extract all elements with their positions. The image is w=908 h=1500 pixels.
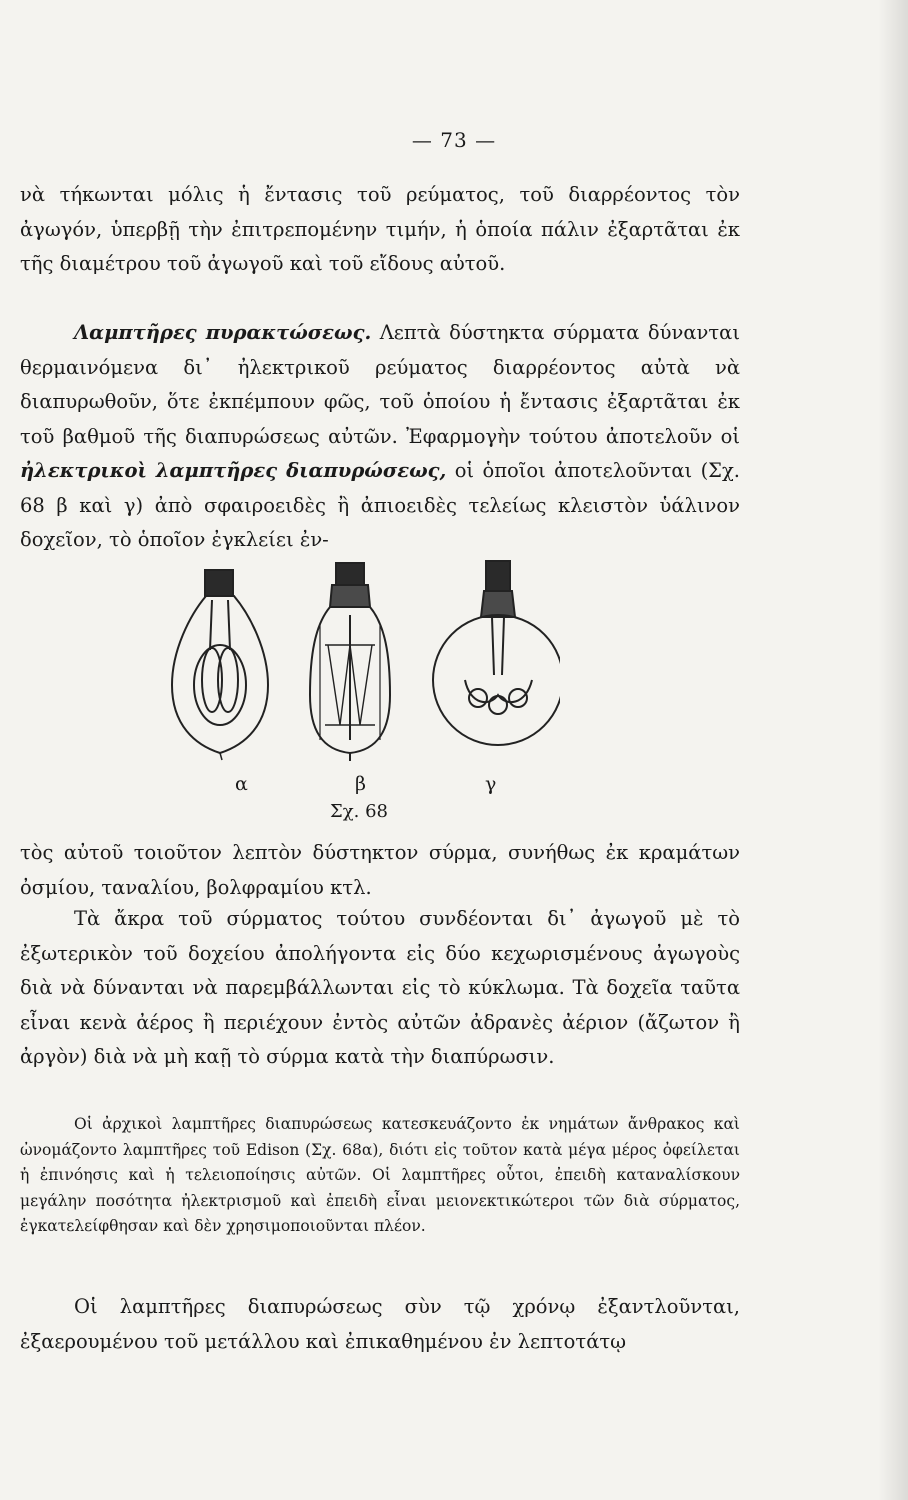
paragraph-2-text-b: οἱ ὁποῖοι ἀποτελοῦνται (Σχ. 68 β καὶ γ) ἀπὸ σφαιροειδὲς ἢ ἀπιοειδὲς τελείως κλειστὸν ὑάλινον δοχεῖον, τὸ ὁποῖον ἐγκλείει ἐν-	[20, 459, 740, 551]
page-edge-shadow	[878, 0, 908, 1500]
figure-label-alpha: α	[235, 773, 248, 795]
paragraph-5-small: Οἱ ἀρχικοὶ λαμπτῆρες διαπυρώσεως κατεσκευάζοντο ἐκ νημάτων ἄνθρακος καὶ ὠνομάζοντο λαμπτῆρες τοῦ Edison (Σχ. 68α), διότι εἰς τοῦτον κατὰ μέγα μέρος ὀφείλεται ἡ ἐπινόησις καὶ ἡ τελειοποίησις αὐτῶν. Οἱ λαμπτῆρες οὗτοι, ἐπειδὴ καταναλίσκουν μεγάλην ποσότητα ἠλεκτρισμοῦ καὶ ἐπειδὴ εἶναι μειονεκτικώτεροι τῶν διὰ σύρματος, ἐγκατελείφθησαν καὶ δὲν χρησιμοποιοῦνται πλέον.	[20, 1115, 740, 1235]
figure-label-beta: β	[355, 773, 366, 795]
figure-light-bulbs	[160, 555, 560, 830]
paragraph-1: νὰ τήκωνται μόλις ἡ ἔντασις τοῦ ρεύματος, τοῦ διαρρέοντος τὸν ἀγωγόν, ὑπερβῇ τὴν ἐπιτρεπομένην τιμήν, ἡ ὁποία πάλιν ἐξαρτᾶται ἐκ τῆς διαμέτρου τοῦ ἀγωγοῦ καὶ τοῦ εἴδους αὐτοῦ.	[20, 183, 740, 275]
paragraph-2	[20, 316, 740, 558]
bulb-gamma	[433, 561, 560, 745]
paragraph-6: Οἱ λαμπτῆρες διαπυρώσεως σὺν τῷ χρόνῳ ἐξαντλοῦνται, ἐξαερουμένου τοῦ μετάλλου καὶ ἐπικαθημένου ἐν λεπτοτάτῳ	[20, 1295, 740, 1353]
bulb-alpha	[172, 570, 268, 760]
section-heading-incandescent-lamps: Λαμπτῆρες πυρακτώσεως.	[74, 321, 372, 344]
bulb-beta	[310, 563, 390, 761]
figure-caption: Σχ. 68	[330, 801, 388, 822]
page-number: — 73 —	[411, 128, 497, 152]
paragraph-2-text-a: Λεπτὰ δύστηκτα σύρματα δύνανται θερμαινόμενα δι᾿ ἠλεκτρικοῦ ρεύματος διαρρέοντος αὐτὰ νὰ διαπυρωθοῦν, ὅτε ἐκπέμπουν φῶς, τοῦ ὁποίου ἡ ἔντασις ἐξαρτᾶται ἐκ τοῦ βαθμοῦ τῆς διαπυρώσεως αὐτῶν. Ἐφαρμογὴν τούτου ἀποτελοῦν οἱ	[20, 321, 740, 448]
paragraph-4: Τὰ ἄκρα τοῦ σύρματος τούτου συνδέονται δι᾿ ἀγωγοῦ μὲ τὸ ἐξωτερικὸν τοῦ δοχείου ἀπολήγοντα εἰς δύο κεχωρισμένους ἀγωγοὺς διὰ νὰ δύνανται νὰ παρεμβάλλωνται εἰς τὸ κύκλωμα. Τὰ δοχεῖα ταῦτα εἶναι κενὰ ἀέρος ἢ περιέχουν ἐντὸς αὐτῶν ἀδρανὲς ἀέριον (ἄζωτον ἢ ἀργὸν) διὰ νὰ μὴ καῇ τὸ σύρμα κατὰ τὴν διαπύρωσιν.	[20, 907, 740, 1068]
figure-label-gamma: γ	[485, 773, 497, 795]
paragraph-3: τὸς αὐτοῦ τοιοῦτον λεπτὸν δύστηκτον σύρμα, συνήθως ἐκ κραμάτων ὀσμίου, ταναλίου, βολφραμίου κτλ.	[20, 841, 740, 899]
paragraph-2-emphasis: ἠλεκτρικοὶ λαμπτῆρες διαπυρώσεως,	[20, 459, 447, 482]
